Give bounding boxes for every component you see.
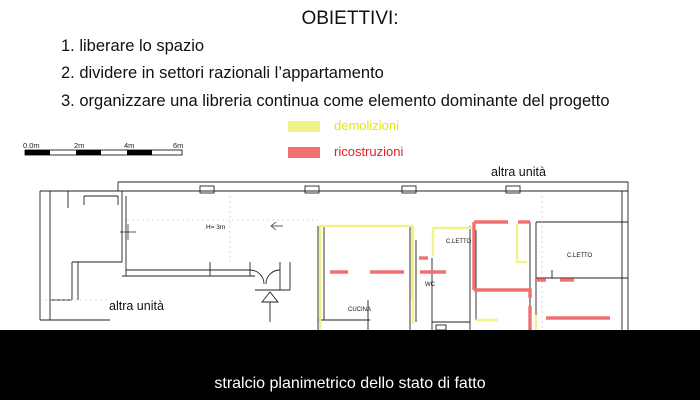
kitchen-label: CUCINA [348, 307, 372, 313]
caption: stralcio planimetrico dello stato di fatto [214, 375, 486, 392]
objective-2: 2. dividere in settori razionali l’appartamento [61, 64, 384, 82]
reconstruction-label: ricostruzioni [334, 144, 404, 159]
wc-label: WC [425, 282, 435, 288]
other-unit-top-label: altra unità [491, 165, 546, 179]
scale-tick-2: 2m [74, 141, 85, 150]
demolition-label: demolizioni [334, 118, 400, 133]
page-title: OBIETTIVI: [301, 8, 399, 29]
scale-tick-6: 6m [173, 141, 184, 150]
room-height-label: H= 3m [206, 224, 226, 231]
bedroom-2-label: C.LETTO [567, 253, 593, 259]
scale-tick-0: 0.0m [23, 141, 40, 150]
other-unit-left-label: altra unità [109, 299, 164, 313]
scale-tick-4: 4m [124, 141, 135, 150]
bedroom-1-label: C.LETTO [446, 239, 472, 245]
objective-1: 1. liberare lo spazio [61, 37, 205, 55]
objective-3: 3. organizzare una libreria continua come elemento dominante del progetto [61, 92, 610, 110]
